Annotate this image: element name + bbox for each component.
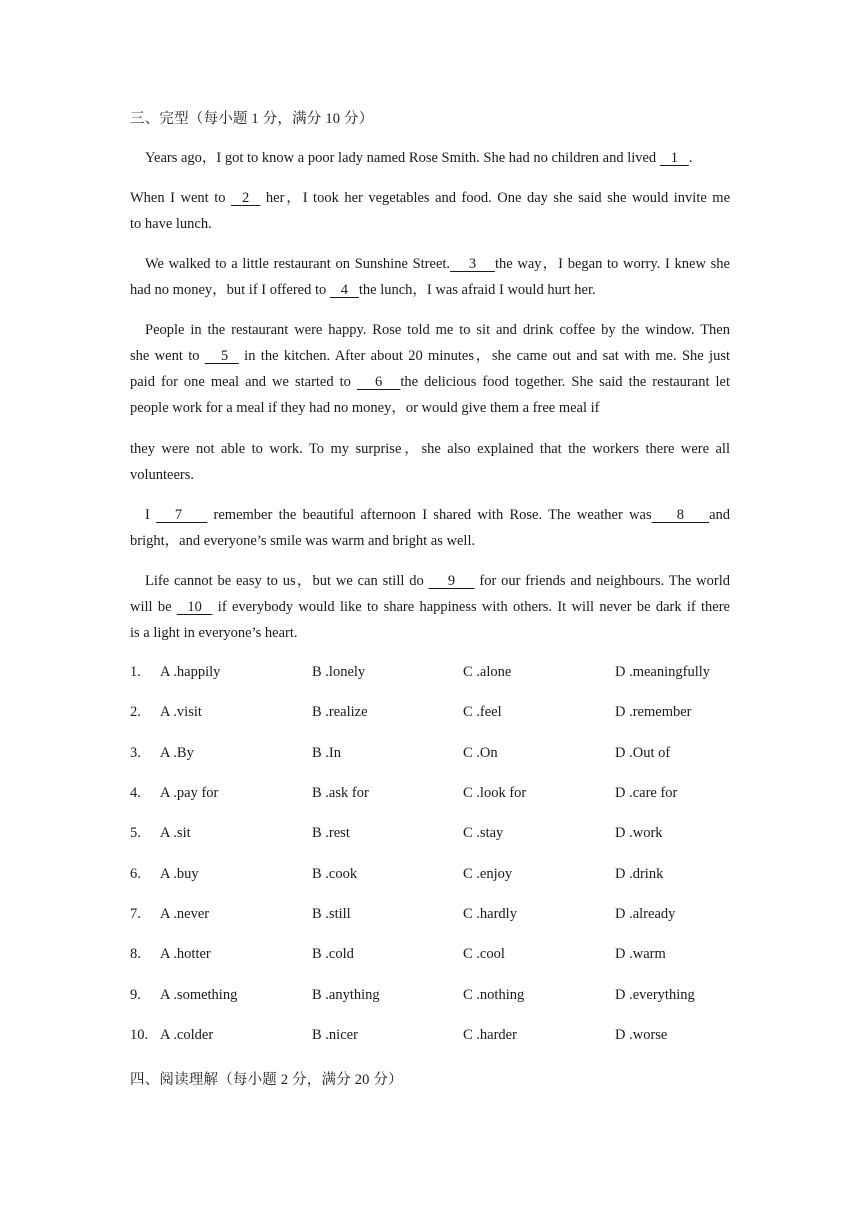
option-b: B .ask for — [312, 785, 369, 801]
paragraph-4-line-2: volunteers. — [130, 467, 195, 483]
option-b: B .In — [312, 745, 341, 761]
option-c: C .stay — [463, 825, 504, 841]
option-d: D .warm — [615, 946, 666, 962]
question-number: 7. — [130, 906, 141, 922]
option-d: D .everything — [615, 987, 695, 1003]
question-number: 2. — [130, 704, 141, 720]
paragraph-3-line-2: she went to 5 in the kitchen. After about 20 minutes，she came out and sat with me. She just — [130, 348, 730, 364]
option-c: C .harder — [463, 1027, 517, 1043]
paragraph-5-line-2: bright，and everyone’s smile was warm and bright as well. — [130, 533, 476, 549]
blank-2: 2 — [231, 190, 261, 206]
paragraph-3 — [130, 317, 730, 421]
paragraph-6 — [130, 568, 730, 646]
option-d: D .remember — [615, 704, 692, 720]
question-number: 10. — [130, 1027, 149, 1043]
option-b: B .rest — [312, 825, 350, 841]
blank-5: 5 — [204, 348, 239, 364]
blank-10: 10 — [176, 599, 213, 615]
option-d: D .worse — [615, 1027, 668, 1043]
option-row — [130, 1027, 750, 1047]
blank-4: 4 — [329, 282, 359, 298]
option-a: A .something — [160, 987, 238, 1003]
paragraph-1-line-1: Years ago，I got to know a poor lady named Rose Smith. She had no children and lived 1 . — [145, 150, 693, 166]
question-number: 9. — [130, 987, 141, 1003]
paragraph-1-line-3: to have lunch. — [130, 216, 212, 232]
option-d: D .work — [615, 825, 663, 841]
blank-7: 7 — [156, 507, 208, 523]
paragraph-3-line-3: paid for one meal and we started to 6 the delicious food together. She said the restaurant let — [130, 374, 730, 390]
option-a: A .colder — [160, 1027, 214, 1043]
paragraph-3-line-4: people work for a meal if they had no money，or would give them a free meal if — [130, 400, 600, 416]
option-b: B .anything — [312, 987, 380, 1003]
option-c: C .hardly — [463, 906, 517, 922]
paragraph-1-cont — [130, 185, 730, 237]
option-c: C .alone — [463, 664, 512, 680]
section-4-heading: 四、阅读理解（每小题 2 分，满分 20 分） — [130, 1072, 403, 1088]
option-d: D .Out of — [615, 745, 671, 761]
option-d: D .meaningfully — [615, 664, 711, 680]
option-c: C .cool — [463, 946, 505, 962]
option-row — [130, 704, 750, 724]
question-number: 8. — [130, 946, 141, 962]
option-row — [130, 785, 750, 805]
blank-6: 6 — [356, 374, 401, 390]
option-a: A .hotter — [160, 946, 211, 962]
paragraph-4-line-1: they were not able to work. To my surprise，she also explained that the workers there were all — [130, 441, 730, 457]
option-b: B .cold — [312, 946, 354, 962]
paragraph-6-line-2: will be 10 if everybody would like to share happiness with others. It will never be dark if there — [130, 599, 730, 615]
paragraph-2-line-2: had no money，but if I offered to 4 the lunch，I was afraid I would hurt her. — [130, 282, 596, 298]
option-c: C .look for — [463, 785, 527, 801]
question-number: 3. — [130, 745, 141, 761]
option-b: B .lonely — [312, 664, 366, 680]
option-d: D .care for — [615, 785, 678, 801]
section-3-heading: 三、完型（每小题 1 分，满分 10 分） — [130, 111, 374, 127]
paragraph-2-line-1: We walked to a little restaurant on Sunshine Street. 3 the way，I began to worry. I knew she — [145, 256, 730, 272]
question-number: 5. — [130, 825, 141, 841]
paragraph-5 — [130, 502, 730, 554]
paragraph-2 — [130, 251, 730, 303]
option-row — [130, 906, 750, 926]
option-a: A .pay for — [160, 785, 219, 801]
option-a: A .By — [160, 745, 194, 761]
question-number: 6. — [130, 866, 141, 882]
paragraph-4 — [130, 436, 730, 488]
question-number: 1. — [130, 664, 141, 680]
option-a: A .visit — [160, 704, 202, 720]
option-a: A .sit — [160, 825, 191, 841]
paragraph-1-line-2: When I went to 2 her，I took her vegetables and food. One day she said she would invite me — [130, 190, 731, 206]
option-c: C .nothing — [463, 987, 525, 1003]
option-c: C .feel — [463, 704, 502, 720]
paragraph-6-line-1: Life cannot be easy to us，but we can still do 9 for our friends and neighbours. The world — [145, 573, 731, 589]
paragraph-3-line-1: People in the restaurant were happy. Rose told me to sit and drink coffee by the window. Then — [145, 322, 730, 338]
option-b: B .nicer — [312, 1027, 358, 1043]
option-row — [130, 825, 750, 845]
option-row — [130, 946, 750, 966]
blank-1: 1 — [659, 150, 689, 166]
option-row — [130, 745, 750, 765]
option-a: A .buy — [160, 866, 199, 882]
option-d: D .already — [615, 906, 676, 922]
option-row — [130, 866, 750, 886]
option-a: A .never — [160, 906, 210, 922]
option-a: A .happily — [160, 664, 221, 680]
option-b: B .realize — [312, 704, 368, 720]
option-c: C .On — [463, 745, 498, 761]
blank-9: 9 — [428, 573, 475, 589]
paragraph-1 — [130, 145, 730, 171]
blank-3: 3 — [450, 256, 495, 272]
question-number: 4. — [130, 785, 141, 801]
option-d: D .drink — [615, 866, 664, 882]
option-row — [130, 664, 750, 684]
option-b: B .cook — [312, 866, 358, 882]
option-row — [130, 987, 750, 1007]
paragraph-6-line-3: is a light in everyone’s heart. — [130, 625, 298, 641]
blank-8: 8 — [651, 507, 710, 523]
option-c: C .enjoy — [463, 866, 513, 882]
option-b: B .still — [312, 906, 351, 922]
paragraph-5-line-1: I 7 remember the beautiful afternoon I shared with Rose. The weather was 8 and — [145, 507, 731, 523]
